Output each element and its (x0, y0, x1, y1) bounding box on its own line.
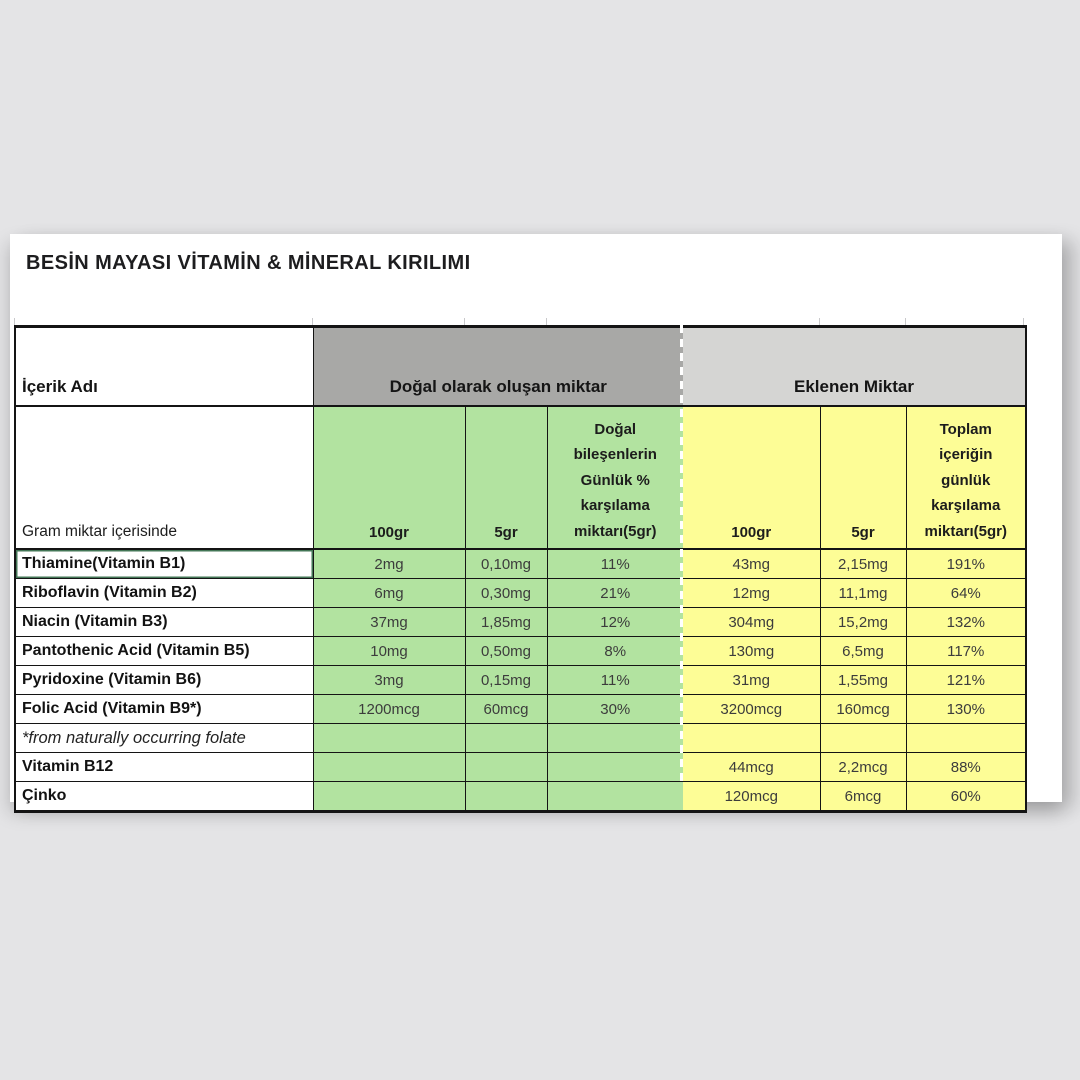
cell-value (465, 753, 547, 782)
cell-value: 6,5mg (820, 637, 906, 666)
col-header-natural-daily-pct: Doğal bileşenlerin Günlük % karşılama miktarı(5gr) (547, 406, 683, 549)
cell-value: 88% (906, 753, 1026, 782)
subheader-gram-miktar: Gram miktar içerisinde (15, 406, 313, 549)
cell-value: 60mcg (465, 695, 547, 724)
spreadsheet-card (10, 234, 1062, 805)
col-header-natural-100gr: 100gr (313, 406, 465, 549)
cell-value: 0,15mg (465, 666, 547, 695)
cell-value (465, 782, 547, 812)
cell-value: 0,50mg (465, 637, 547, 666)
table-row-vitamin-b12 (15, 753, 1026, 782)
cell-value: 64% (906, 579, 1026, 608)
row-label: Pantothenic Acid (Vitamin B5) (15, 637, 313, 666)
cell-value (906, 724, 1026, 753)
nutrition-table (14, 325, 1027, 813)
cell-value: 117% (906, 637, 1026, 666)
cell-value (313, 724, 465, 753)
cell-value: 0,10mg (465, 549, 547, 579)
cell-value (547, 724, 683, 753)
cell-value: 2mg (313, 549, 465, 579)
cell-value: 120mcg (683, 782, 820, 812)
cell-value (313, 782, 465, 812)
cell-value: 191% (906, 549, 1026, 579)
group-header-added: Eklenen Miktar (683, 327, 1026, 407)
cell-value: 1,85mg (465, 608, 547, 637)
cell-value (683, 724, 820, 753)
row-label: Riboflavin (Vitamin B2) (15, 579, 313, 608)
cell-value: 1200mcg (313, 695, 465, 724)
cell-value: 30% (547, 695, 683, 724)
cell-value (313, 753, 465, 782)
cell-value: 304mg (683, 608, 820, 637)
table-row-cinko (15, 782, 1026, 812)
cell-value: 132% (906, 608, 1026, 637)
cell-value: 12mg (683, 579, 820, 608)
cell-value: 43mg (683, 549, 820, 579)
cell-value: 10mg (313, 637, 465, 666)
corner-header-icerik-adi: İçerik Adı (15, 327, 313, 407)
cell-value: 160mcg (820, 695, 906, 724)
cell-value (465, 724, 547, 753)
cell-value: 6mcg (820, 782, 906, 812)
col-header-total-daily-pct: Toplam içeriğin günlük karşılama miktarı(5gr) (906, 406, 1026, 549)
cell-value: 3200mcg (683, 695, 820, 724)
table-row-folate-note (15, 724, 1026, 753)
cell-value (820, 724, 906, 753)
cell-value: 21% (547, 579, 683, 608)
table-row-pyridoxine (15, 666, 1026, 695)
cell-value: 60% (906, 782, 1026, 812)
row-note-label: *from naturally occurring folate (15, 724, 313, 753)
cell-value: 130mg (683, 637, 820, 666)
table-row-riboflavin (15, 579, 1026, 608)
row-label: Pyridoxine (Vitamin B6) (15, 666, 313, 695)
cell-value (547, 753, 683, 782)
col-header-natural-5gr: 5gr (465, 406, 547, 549)
table-row-folic-acid (15, 695, 1026, 724)
cell-value: 11% (547, 549, 683, 579)
row-label: Folic Acid (Vitamin B9*) (15, 695, 313, 724)
cell-value: 130% (906, 695, 1026, 724)
row-label: Vitamin B12 (15, 753, 313, 782)
cell-value: 0,30mg (465, 579, 547, 608)
cell-value: 44mcg (683, 753, 820, 782)
cell-value: 1,55mg (820, 666, 906, 695)
col-header-added-100gr: 100gr (683, 406, 820, 549)
cell-value: 6mg (313, 579, 465, 608)
cell-value: 2,2mcg (820, 753, 906, 782)
cell-value: 11% (547, 666, 683, 695)
cell-value: 12% (547, 608, 683, 637)
row-label: Çinko (15, 782, 313, 812)
row-label: Thiamine(Vitamin B1) (15, 549, 313, 579)
cell-value: 15,2mg (820, 608, 906, 637)
page-title: BESİN MAYASI VİTAMİN & MİNERAL KIRILIMI (26, 252, 471, 274)
col-header-added-5gr: 5gr (820, 406, 906, 549)
cell-value: 37mg (313, 608, 465, 637)
cell-value: 3mg (313, 666, 465, 695)
cell-value (547, 782, 683, 812)
table-group-header-row (15, 327, 1026, 407)
cell-value: 2,15mg (820, 549, 906, 579)
table-column-header-row (15, 406, 1026, 549)
gridline-ticks (14, 318, 1025, 325)
table-row-pantothenic (15, 637, 1026, 666)
cell-value: 11,1mg (820, 579, 906, 608)
cell-value: 121% (906, 666, 1026, 695)
cell-value: 31mg (683, 666, 820, 695)
table-row-thiamine (15, 549, 1026, 579)
group-header-natural: Doğal olarak oluşan miktar (313, 327, 683, 407)
row-label: Niacin (Vitamin B3) (15, 608, 313, 637)
table-row-niacin (15, 608, 1026, 637)
cell-value: 8% (547, 637, 683, 666)
